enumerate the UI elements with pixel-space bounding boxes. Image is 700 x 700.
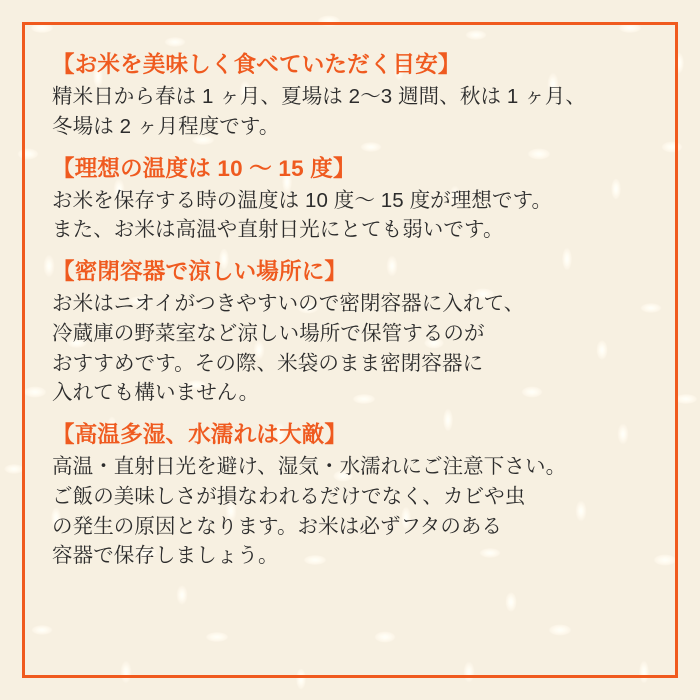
body-line: おすすめです。その際、米袋のまま密閉容器に: [52, 351, 484, 375]
section-body: [52, 289, 648, 408]
body-line: ご飯の美味しさが損なわれるだけでなく、カビや虫: [52, 485, 526, 509]
section-body: [52, 452, 648, 571]
section-heading: 【高温多湿、水濡れは大敵】: [52, 422, 348, 448]
section-storage-period: [52, 50, 648, 142]
body-line: 冷蔵庫の野菜室など涼しい場所で保管するのが: [52, 322, 485, 346]
body-line: 冬場は 2 ヶ月程度です。: [52, 114, 280, 138]
section-ideal-temperature: [52, 154, 648, 246]
body-line: 精米日から春は 1 ヶ月、夏場は 2～3 週間、秋は 1 ヶ月、: [52, 85, 586, 109]
poster-content: [52, 50, 648, 660]
section-airtight-container: [52, 257, 648, 408]
body-line: また、お米は高温や直射日光にとても弱いです。: [52, 218, 504, 242]
body-line: 高温・直射日光を避け、湿気・水濡れにご注意下さい。: [52, 455, 567, 479]
section-heading: 【お米を美味しく食べていただく目安】: [52, 52, 461, 77]
body-line: の発生の原因となります。お米は必ずフタのある: [52, 514, 503, 538]
body-line: お米はニオイがつきやすいので密閉容器に入れて、: [52, 292, 525, 316]
body-line: 入れても構いません。: [52, 381, 260, 405]
section-body: [52, 82, 648, 141]
body-line: 容器で保存しましょう。: [52, 544, 279, 568]
body-line: お米を保存する時の温度は 10 度～ 15 度が理想です。: [52, 188, 553, 212]
section-body: [52, 186, 648, 245]
section-heat-humidity-warning: [52, 420, 648, 571]
section-heading: 【密閉容器で涼しい場所に】: [52, 259, 348, 285]
section-heading: 【理想の温度は 10 ～ 15 度】: [52, 155, 356, 181]
